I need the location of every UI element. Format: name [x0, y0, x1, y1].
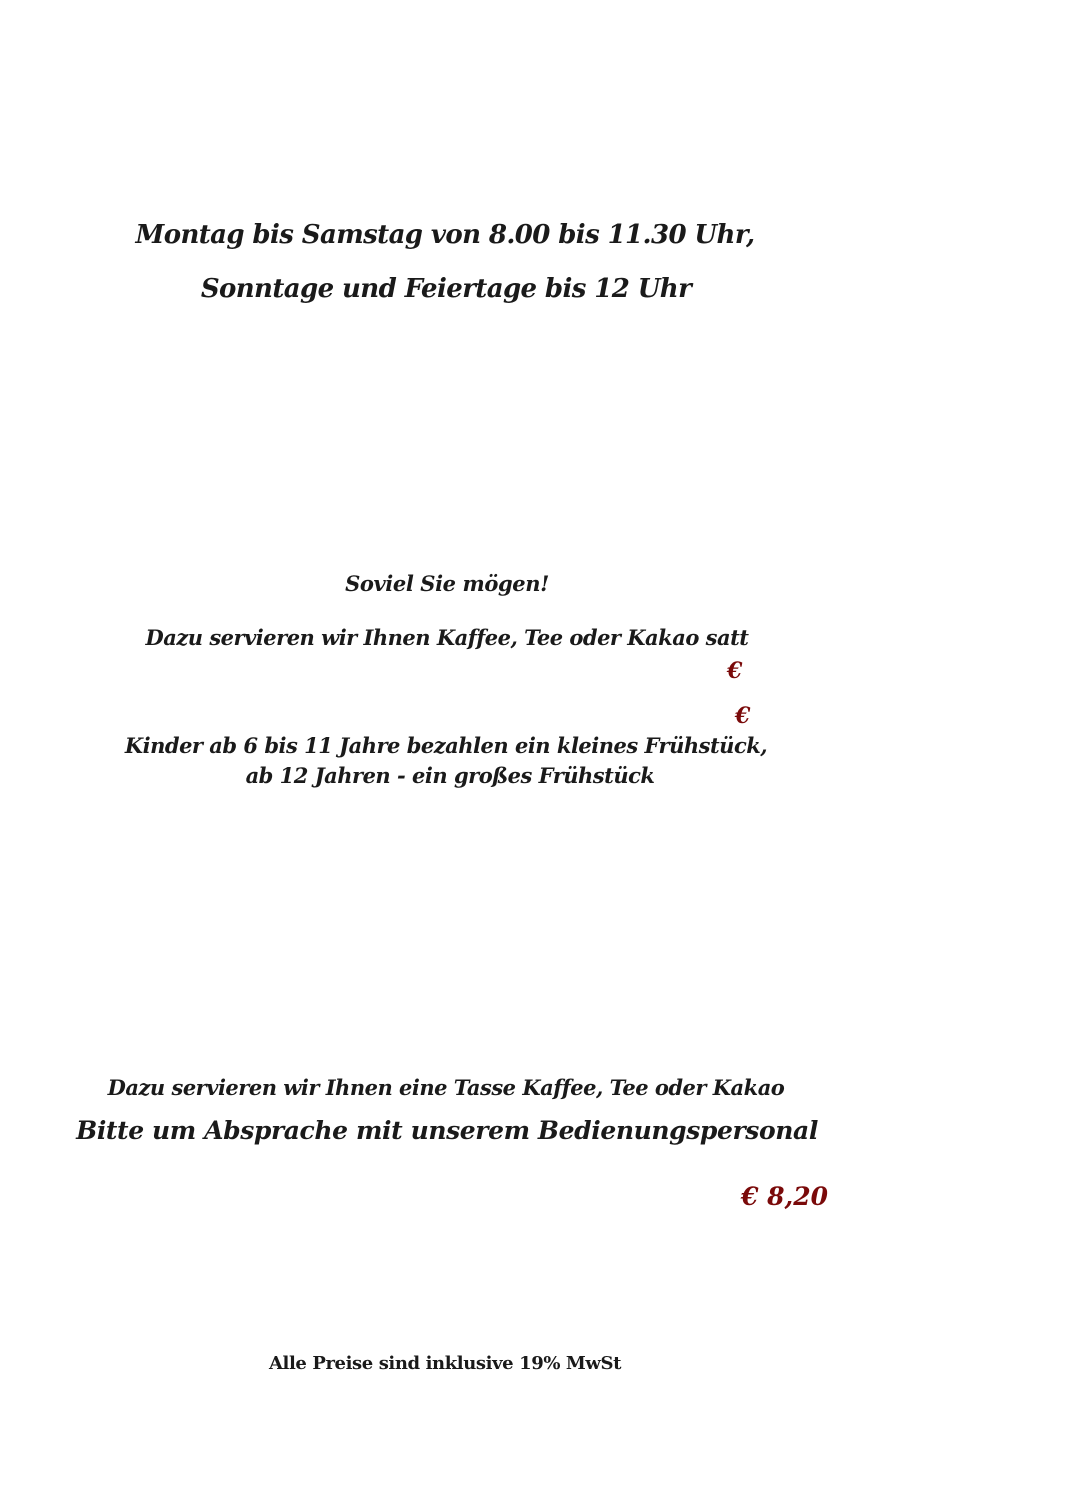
- small-breakfast-drinks-note: Dazu servieren wir Ihnen eine Tasse Kaffee, Tee oder Kakao: [107, 1075, 785, 1100]
- children-pricing-line-2: ab 12 Jahren - ein großes Frühstück: [245, 763, 655, 788]
- opening-hours-weekend: Sonntage und Feiertage bis 12 Uhr: [200, 274, 692, 304]
- buffet-adult-price: €: [727, 658, 743, 684]
- small-breakfast-price: € 8,20: [741, 1182, 828, 1211]
- buffet-tagline: Soviel Sie mögen!: [345, 571, 549, 596]
- opening-hours-weekdays: Montag bis Samstag von 8.00 bis 11.30 Uhr,: [135, 220, 755, 250]
- buffet-drinks-note: Dazu servieren wir Ihnen Kaffee, Tee oder Kakao satt: [145, 625, 749, 650]
- vat-note: Alle Preise sind inklusive 19% MwSt: [268, 1353, 622, 1374]
- small-breakfast-staff-note: Bitte um Absprache mit unserem Bedienungspersonal: [76, 1116, 818, 1145]
- children-pricing-line-1: Kinder ab 6 bis 11 Jahre bezahlen ein kleines Frühstück,: [124, 733, 768, 758]
- buffet-child-price: €: [735, 703, 751, 729]
